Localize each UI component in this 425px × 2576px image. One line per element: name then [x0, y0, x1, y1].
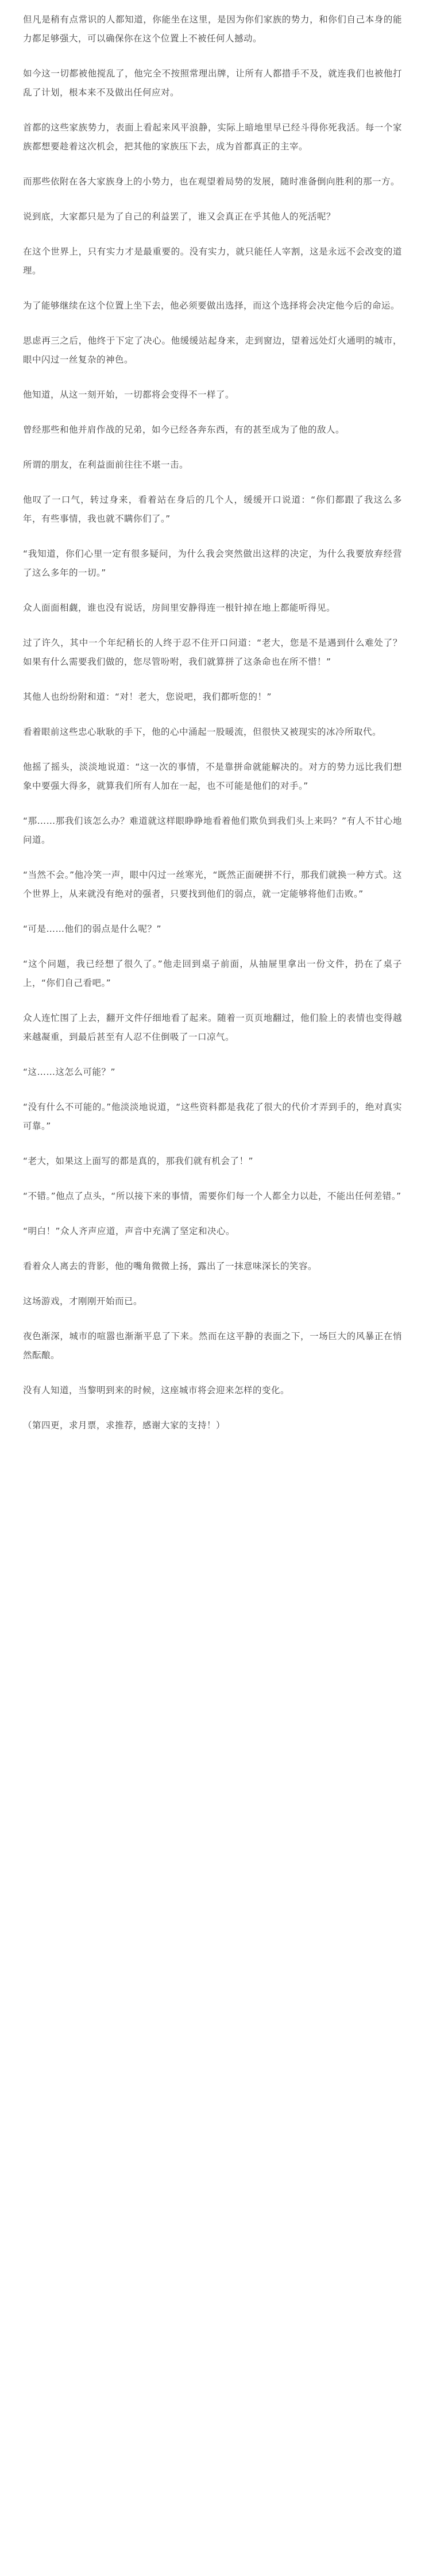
paragraph: “没有什么不可能的。”他淡淡地说道，“这些资料都是我花了很大的代价才弄到手的，绝对真实可靠。” — [23, 1102, 402, 1131]
paragraph: 为了能够继续在这个位置上坐下去，他必须要做出选择，而这个选择将会决定他今后的命运。 — [23, 300, 400, 311]
paragraph: 众人面面相觑，谁也没有说话，房间里安静得连一根针掉在地上都能听得见。 — [23, 603, 336, 613]
paragraph: “可是……他们的弱点是什么呢？” — [23, 924, 162, 934]
paragraph: 过了许久，其中一个年纪稍长的人终于忍不住开口问道：“老大，您是不是遇到什么难处了？如果有什么需要我们做的，您尽管吩咐，我们就算拼了这条命也在所不惜！” — [23, 638, 402, 667]
paragraph: 曾经那些和他并肩作战的兄弟，如今已经各奔东西，有的甚至成为了他的敌人。 — [23, 425, 345, 435]
paragraph: 他叹了一口气，转过身来，看着站在身后的几个人，缓缓开口说道：“你们都跟了我这么多年，有些事情，我也就不瞒你们了。” — [23, 495, 402, 524]
paragraph: 这场游戏，才刚刚开始而已。 — [23, 1296, 143, 1306]
paragraph: “这……这怎么可能？” — [23, 1067, 116, 1077]
paragraph: 看着眼前这些忠心耿耿的手下，他的心中涌起一股暖流，但很快又被现实的冰冷所取代。 — [23, 727, 382, 737]
paragraph: 没有人知道，当黎明到来的时候，这座城市将会迎来怎样的变化。 — [23, 1385, 290, 1395]
paragraph: 看着众人离去的背影，他的嘴角微微上扬，露出了一抹意味深长的笑容。 — [23, 1261, 318, 1271]
paragraph: 所谓的朋友，在利益面前往往不堪一击。 — [23, 460, 189, 470]
paragraph: 他知道，从这一刻开始，一切都将会变得不一样了。 — [23, 390, 235, 400]
paragraph: “当然不会。”他冷笑一声，眼中闪过一丝寒光，“既然正面硬拼不行，那我们就换一种方式。这个世界上，从来就没有绝对的强者，只要找到他们的弱点，就一定能够将他们击败。” — [23, 870, 402, 899]
paragraph: “明白！”众人齐声应道，声音中充满了坚定和决心。 — [23, 1226, 235, 1236]
paragraph: “那……那我们该怎么办？难道就这样眼睁睁地看着他们欺负到我们头上来吗？”有人不甘心地问道。 — [23, 816, 402, 845]
paragraph: 思虑再三之后，他终于下定了决心。他缓缓站起身来，走到窗边，望着远处灯火通明的城市，眼中闪过一丝复杂的神色。 — [23, 336, 402, 365]
paragraph: 而那些依附在各大家族身上的小势力，也在观望着局势的发展，随时准备倒向胜利的那一方。 — [23, 176, 400, 187]
paragraph: 众人连忙围了上去，翻开文件仔细地看了起来。随着一页页地翻过，他们脸上的表情也变得越来越凝重，到最后甚至有人忍不住倒吸了一口凉气。 — [23, 1013, 402, 1042]
paragraph: 他摇了摇头，淡淡地说道：“这一次的事情，不是靠拼命就能解决的。对方的势力远比我们想象中要强大得多，就算我们所有人加在一起，也不可能是他们的对手。” — [23, 762, 402, 791]
paragraph: 其他人也纷纷附和道：“对！老大，您说吧，我们都听您的！” — [23, 692, 272, 702]
paragraph: “这个问题，我已经想了很久了。”他走回到桌子前面，从抽屉里拿出一份文件，扔在了桌子上，“你们自己看吧。” — [23, 959, 402, 988]
paragraph: 如今这一切都被他搅乱了，他完全不按照常理出牌，让所有人都措手不及，就连我们也被他打乱了计划，根本来不及做出任何应对。 — [23, 68, 402, 98]
paragraph: 首都的这些家族势力，表面上看起来风平浪静，实际上暗地里早已经斗得你死我活。每一个家族都想要趁着这次机会，把其他的家族压下去，成为首都真正的主宰。 — [23, 122, 402, 152]
chapter-note: （第四更，求月票，求推荐，感谢大家的支持！） — [23, 1420, 226, 1430]
paragraph: 在这个世界上，只有实力才是最重要的。没有实力，就只能任人宰割，这是永远不会改变的道理。 — [23, 246, 402, 276]
paragraph: 但凡是稍有点常识的人都知道，你能坐在这里，是因为你们家族的势力，和你们自己本身的能力都足够强大，可以确保你在这个位置上不被任何人撼动。 — [23, 14, 402, 44]
paragraph: 夜色渐深，城市的喧嚣也渐渐平息了下来。然而在这平静的表面之下，一场巨大的风暴正在悄然酝酿。 — [23, 1331, 402, 1360]
paragraph: 说到底，大家都只是为了自己的利益罢了，谁又会真正在乎其他人的死活呢？ — [23, 211, 336, 222]
paragraph: “老大，如果这上面写的都是真的，那我们就有机会了！” — [23, 1156, 254, 1166]
paragraph: “我知道，你们心里一定有很多疑问，为什么我会突然做出这样的决定，为什么我要放弃经营了这么多年的一切。” — [23, 549, 402, 578]
paragraph: “不错。”他点了点头，“所以接下来的事情，需要你们每一个人都全力以赴，不能出任何差错。” — [23, 1191, 401, 1201]
